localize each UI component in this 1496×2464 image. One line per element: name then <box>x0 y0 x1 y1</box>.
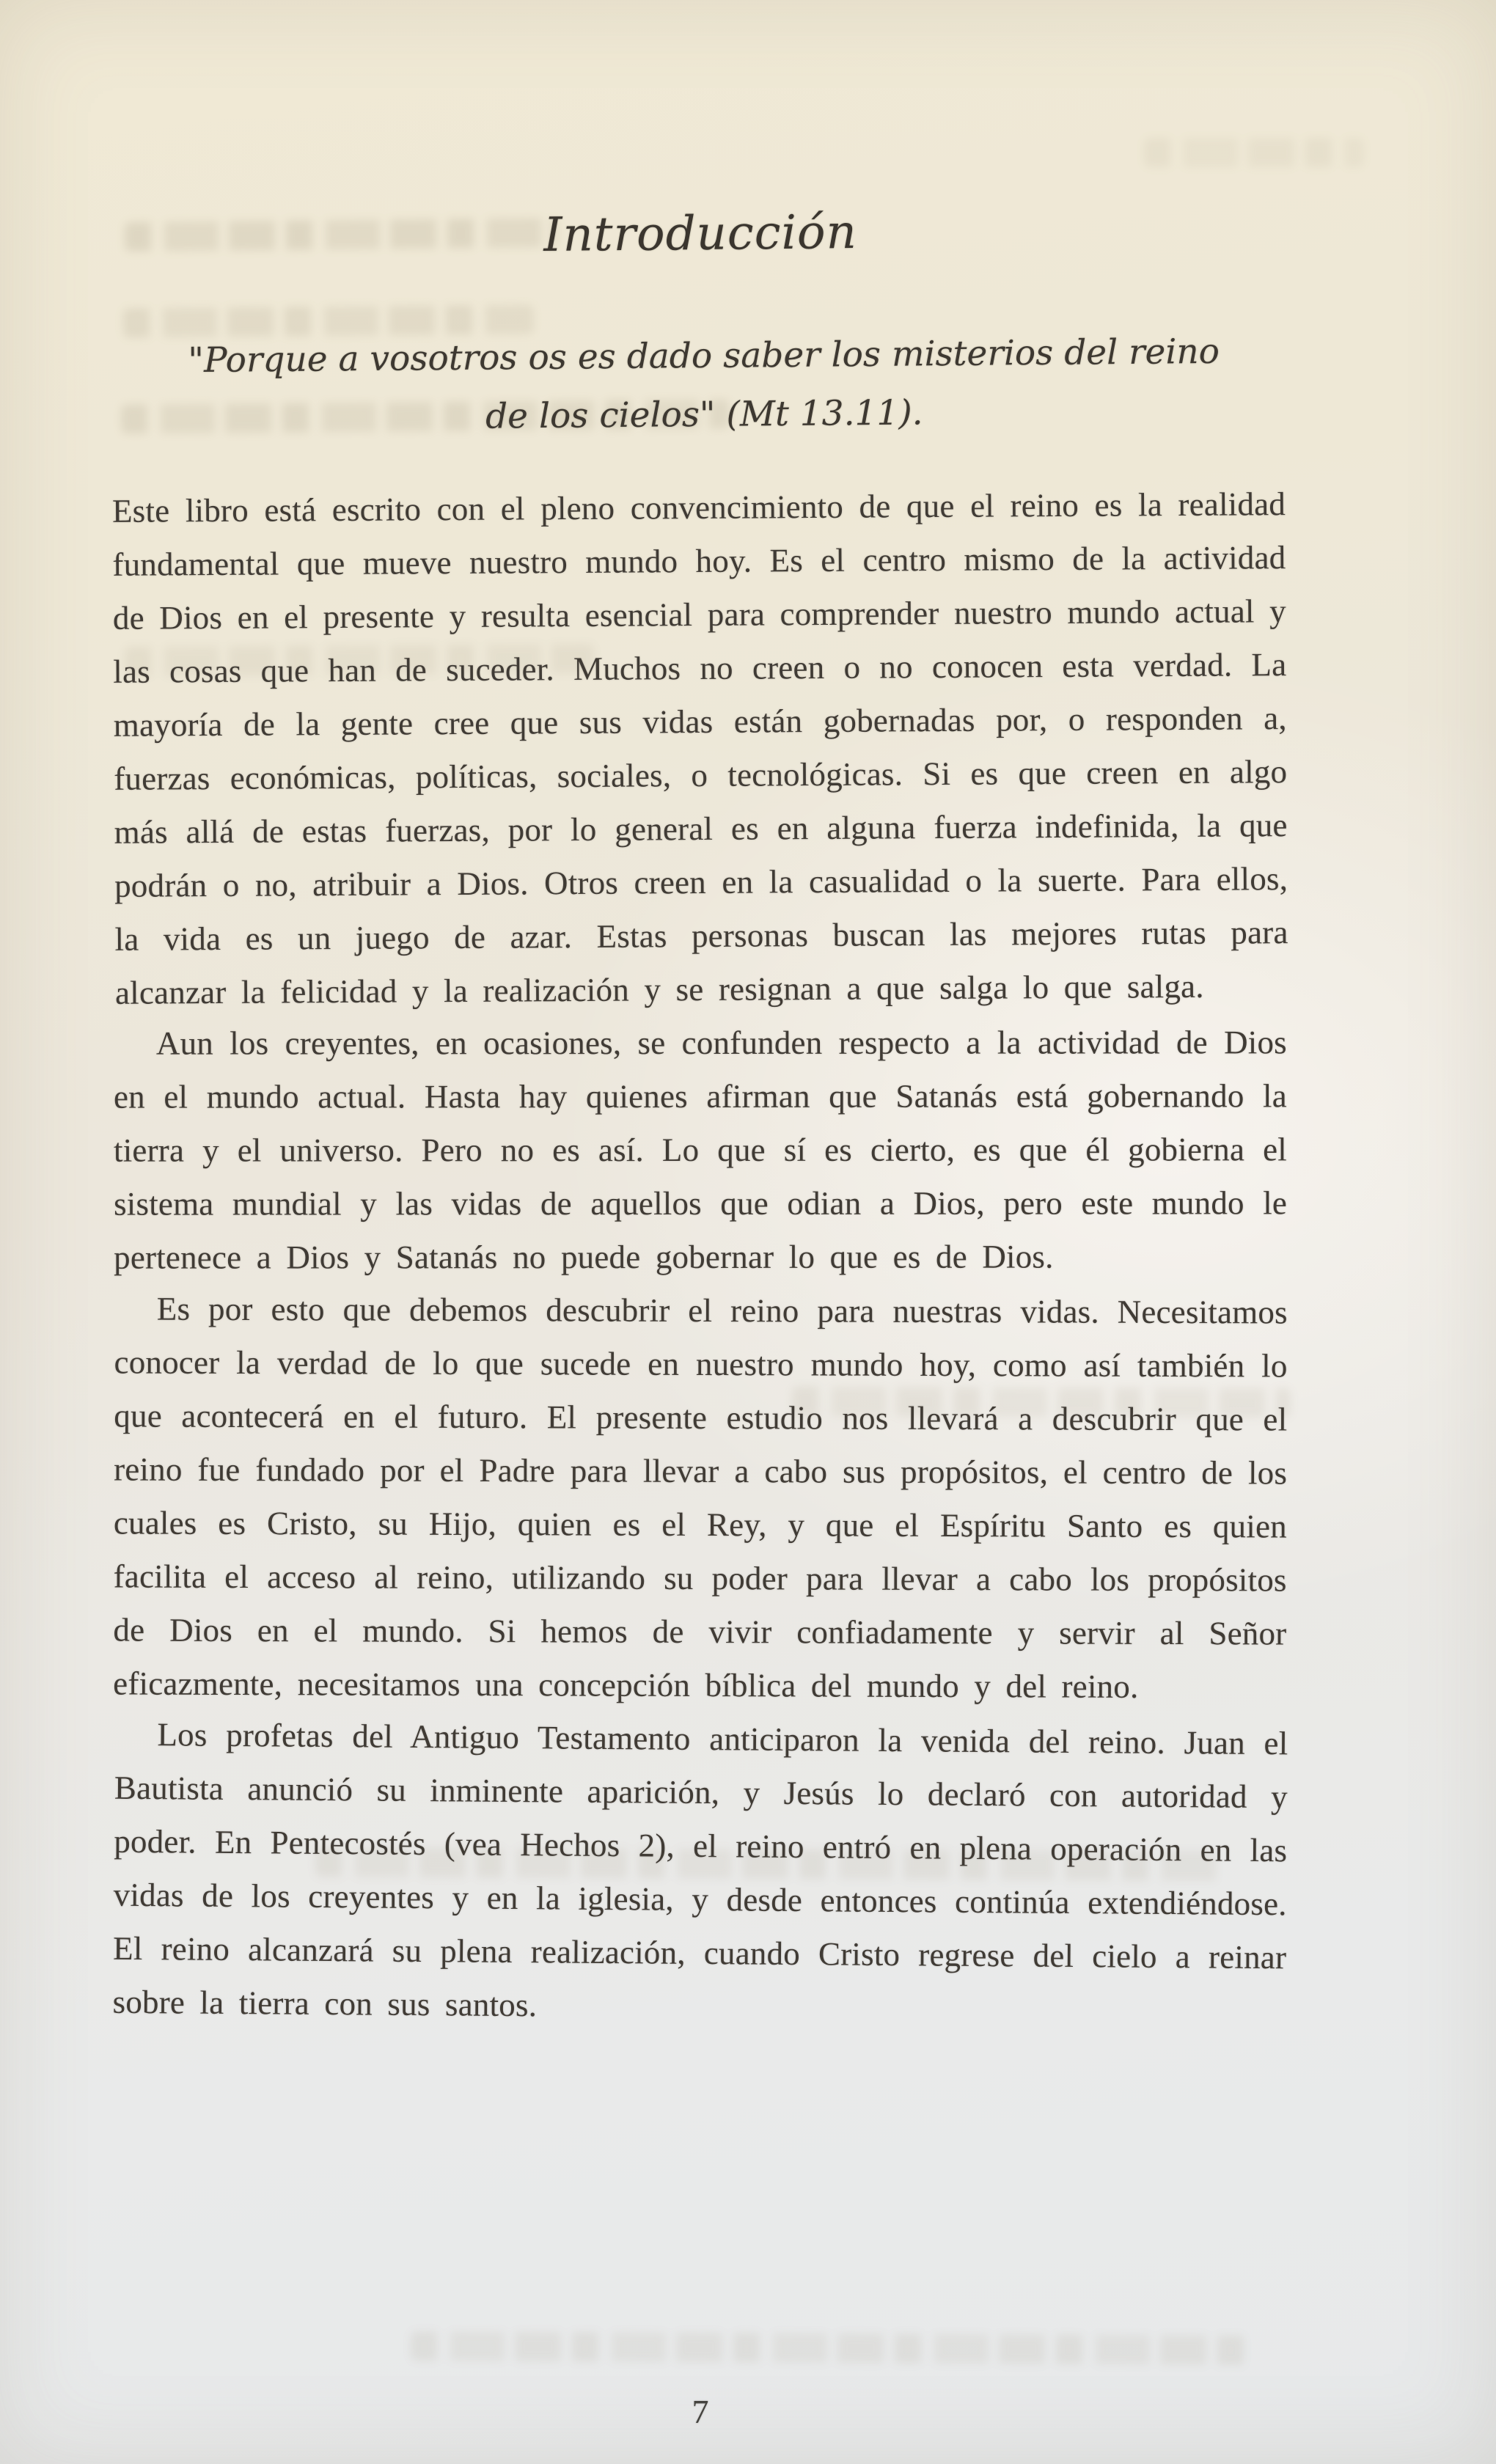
paragraph-1: Este libro está escrito con el pleno convencimiento de que el reino es la realidad fundamental que mueve nuestro mundo hoy. Es el centro mismo de la actividad de Dios en el presente y resulta esencial para comprender nuestro mundo actual y las cosas que han de suceder. Muchos no creen o no conocen esta verdad. La mayoría de la gente cree que sus vidas están gobernadas por, o responden a, fuerzas económicas, políticas, sociales, o tecnológicas. Si es que creen en algo más allá de estas fuerzas, por lo general es en alguna fuerza indefinida, la que podrán o no, atribuir a Dios. Otros creen en la casualidad o la suerte. Para ellos, la vida es un juego de azar. Estas personas buscan las mejores rutas para alcanzar la felicidad y la realización y se resignan a que salga lo que salga. <box>111 485 1288 1011</box>
bleed-through-artifact <box>411 2331 1247 2365</box>
chapter-title: Introducción <box>543 205 858 263</box>
paragraph-4: Los profetas del Antiguo Testamento anticiparon la venida del reino. Juan el Bautista anunció su inminente aparición, y Jesús lo declaró con autoridad y poder. En Pentecostés (vea Hechos 2), el reino entró en plena operación en las vidas de los creyentes y en la iglesia, y desde entonces continúa extendiéndose. El reino alcanzará su plena realización, cuando Cristo regrese del cielo a reinar sobre la tierra con sus santos. <box>112 1716 1288 2024</box>
bleed-through-artifact <box>1144 138 1364 167</box>
paragraph-3: Es por esto que debemos descubrir el reino para nuestras vidas. Necesitamos conocer la verdad de lo que sucede en nuestro mundo hoy, como así también lo que acontecerá en el futuro. El presente estudio nos llevará a descubrir que el reino fue fundado por el Padre para llevar a cabo sus propósitos, el centro de los cuales es Cristo, su Hijo, quien es el Rey, y que el Espíritu Santo es quien facilita el acceso al reino, utilizando su poder para llevar a cabo los propósitos de Dios en el mundo. Si hemos de vivir confiadamente y servir al Señor eficazmente, necesitamos una concepción bíblica del mundo y del reino. <box>113 1290 1288 1705</box>
epigraph-quote: "Porque a vosotros os es dado saber los misterios del reino de los cielos" (Mt 13.11). <box>188 331 1220 437</box>
body-text <box>111 481 1288 2034</box>
paragraph-2: Aun los creyentes, en ocasiones, se confunden respecto a la actividad de Dios en el mundo actual. Hasta hay quienes afirman que Satanás está gobernando la tierra y el universo. Pero no es así. Lo que sí es cierto, es que él gobierna el sistema mundial y las vidas de aquellos que odian a Dios, pero este mundo le pertenece a Dios y Satanás no puede gobernar lo que es de Dios. <box>113 1024 1288 1276</box>
page-number: 7 <box>692 2393 709 2430</box>
